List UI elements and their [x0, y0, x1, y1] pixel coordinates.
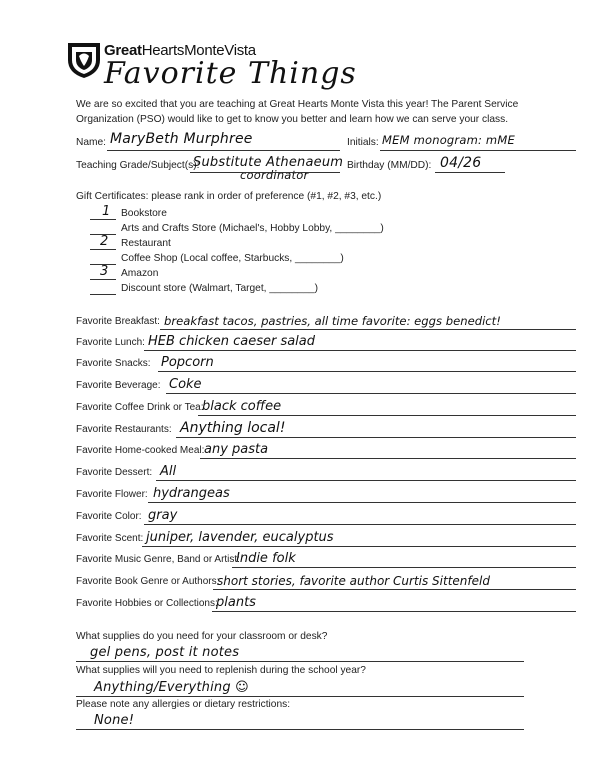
- gift-rank: 3: [100, 264, 109, 279]
- supplies-question: What supplies do you need for your classroom or desk?: [76, 631, 328, 642]
- favorite-row: [76, 312, 576, 330]
- favorite-row: [76, 354, 576, 372]
- favorite-value: juniper, lavender, eucalyptus: [146, 530, 334, 545]
- favorite-underline: [142, 546, 576, 547]
- grade-value-line-2: coordinator: [240, 168, 309, 182]
- gift-label: Amazon: [121, 268, 159, 279]
- gift-heading: Gift Certificates: please rank in order of preference (#1, #2, #3, etc.): [76, 191, 382, 202]
- favorite-value: Anything local!: [180, 420, 286, 436]
- gift-label: Discount store (Walmart, Target, ________): [121, 283, 319, 294]
- favorite-value: breakfast tacos, pastries, all time favorite: eggs benedict!: [164, 314, 501, 328]
- grade-value: Substitute Athenaeum: [193, 155, 344, 170]
- allergy-question: Please note any allergies or dietary restrictions:: [76, 699, 291, 710]
- favorite-underline: [176, 437, 576, 438]
- favorite-value: Indie folk: [236, 551, 296, 566]
- favorite-underline: [212, 611, 576, 612]
- favorite-label: Favorite Music Genre, Band or Artist:: [76, 554, 240, 565]
- favorite-label: Favorite Book Genre or Authors:: [76, 576, 220, 587]
- supplies-underline: [76, 661, 524, 662]
- favorite-value: Coke: [169, 377, 202, 392]
- favorite-value: All: [160, 464, 177, 479]
- replenish-underline: [76, 696, 524, 697]
- gift-label: Bookstore: [121, 208, 167, 219]
- favorite-underline: [156, 480, 576, 481]
- favorite-label: Favorite Lunch:: [76, 337, 145, 348]
- favorite-row: [76, 376, 576, 394]
- birthday-value: 04/26: [440, 155, 482, 171]
- allergy-answer: None!: [94, 713, 135, 728]
- favorite-label: Favorite Coffee Drink or Tea:: [76, 402, 204, 413]
- favorite-row: [76, 529, 576, 547]
- gift-item: [90, 280, 490, 297]
- initials-underline: [380, 150, 576, 151]
- page-title: Favorite Things: [104, 56, 357, 91]
- favorite-row: [76, 463, 576, 481]
- favorite-underline: [213, 589, 576, 590]
- favorite-underline: [200, 458, 576, 459]
- supplies-answer: gel pens, post it notes: [90, 645, 240, 660]
- initials-label: Initials:: [347, 137, 379, 148]
- favorite-underline: [148, 502, 576, 503]
- intro-line-2: Organization (PSO) would like to get to know you better and learn how we can serve your class.: [76, 114, 509, 125]
- allergy-underline: [76, 729, 524, 730]
- favorite-row: [76, 594, 576, 612]
- favorite-row: [76, 572, 576, 590]
- favorite-label: Favorite Breakfast:: [76, 316, 160, 327]
- favorite-value: black coffee: [202, 399, 282, 414]
- replenish-answer: Anything/Everything ☺: [94, 680, 249, 695]
- favorite-row: [76, 333, 576, 351]
- favorite-underline: [158, 371, 576, 372]
- grade-underline: [190, 172, 340, 173]
- intro-line-1: We are so excited that you are teaching at Great Hearts Monte Vista this year! The Parent Service: [76, 99, 519, 110]
- favorite-value: short stories, favorite author Curtis Sittenfeld: [217, 574, 490, 588]
- name-underline: [107, 150, 340, 151]
- favorite-row: [76, 550, 576, 568]
- grade-label: Teaching Grade/Subject(s):: [76, 160, 200, 171]
- favorite-label: Favorite Home-cooked Meal:: [76, 445, 205, 456]
- favorite-row: [76, 507, 576, 525]
- birthday-underline: [435, 172, 505, 173]
- gift-label: Coffee Shop (Local coffee, Starbucks, ________): [121, 253, 344, 264]
- name-value: MaryBeth Murphree: [110, 131, 253, 147]
- favorite-label: Favorite Color:: [76, 511, 142, 522]
- favorite-underline: [198, 415, 576, 416]
- favorite-label: Favorite Hobbies or Collections:: [76, 598, 218, 609]
- replenish-question: What supplies will you need to replenish during the school year?: [76, 665, 366, 676]
- gift-rank-line: [90, 294, 116, 295]
- favorite-underline: [232, 567, 576, 568]
- favorite-underline: [160, 329, 576, 330]
- favorite-label: Favorite Snacks:: [76, 358, 151, 369]
- favorite-value: gray: [148, 508, 178, 523]
- favorite-value: any pasta: [204, 442, 269, 457]
- favorite-value: hydrangeas: [153, 486, 230, 501]
- favorite-label: Favorite Restaurants:: [76, 424, 172, 435]
- initials-value: MEM monogram: mME: [382, 133, 515, 147]
- favorite-underline: [144, 350, 576, 351]
- birthday-label: Birthday (MM/DD):: [347, 160, 432, 171]
- favorite-label: Favorite Dessert:: [76, 467, 153, 478]
- gift-rank: 1: [102, 204, 111, 219]
- favorite-value: plants: [216, 595, 256, 610]
- favorite-label: Favorite Flower:: [76, 489, 148, 500]
- favorite-underline: [166, 393, 576, 394]
- gift-label: Arts and Crafts Store (Michael's, Hobby Lobby, ________): [121, 223, 384, 234]
- favorite-row: [76, 420, 576, 438]
- favorite-row: [76, 441, 576, 459]
- favorite-row: [76, 398, 576, 416]
- shield-logo-icon: [66, 40, 102, 80]
- favorite-label: Favorite Scent:: [76, 533, 144, 544]
- favorite-value: Popcorn: [161, 355, 214, 370]
- brand-wordmark: GreatHeartsMonteVista: [104, 42, 256, 59]
- gift-label: Restaurant: [121, 238, 171, 249]
- favorite-label: Favorite Beverage:: [76, 380, 161, 391]
- favorite-value: HEB chicken caeser salad: [148, 334, 316, 349]
- name-label: Name:: [76, 137, 107, 148]
- favorite-row: [76, 485, 576, 503]
- favorite-underline: [144, 524, 576, 525]
- gift-rank: 2: [100, 234, 109, 249]
